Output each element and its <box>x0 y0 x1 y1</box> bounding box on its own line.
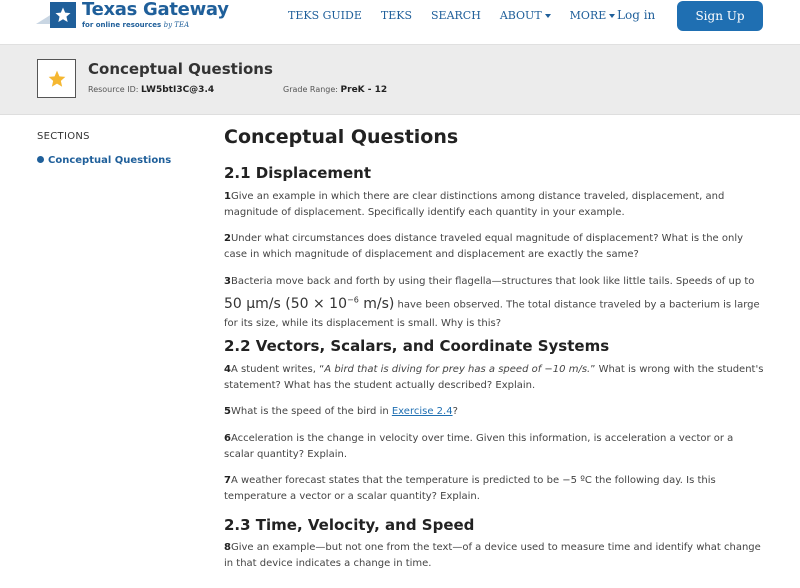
nav-more[interactable] <box>570 9 616 22</box>
section-heading-displacement: 2.1 Displacement <box>224 164 372 182</box>
question-number: 4 <box>224 364 231 375</box>
question-4 <box>224 362 764 394</box>
nav-teks-guide[interactable]: TEKS GUIDE <box>288 9 362 22</box>
formula-part-a: 50 μm/s (50 × 10 <box>224 295 347 312</box>
question-number: 5 <box>224 406 231 417</box>
question-text: A weather forecast states that the temperature is predicted to be −5 ºC the following day. Is this temperature a vector or a scalar quantity? Explain. <box>224 475 716 502</box>
top-navigation-bar <box>0 0 800 44</box>
chevron-down-icon <box>545 14 551 18</box>
question-number: 1 <box>224 191 231 202</box>
logo-title: Texas Gateway <box>82 0 229 20</box>
formula-exponent: −6 <box>347 295 359 304</box>
grade-range <box>283 85 387 95</box>
resource-id-label: Resource ID: <box>88 85 139 94</box>
question-3 <box>224 273 764 333</box>
question-7 <box>224 473 764 505</box>
chevron-down-icon <box>609 14 615 18</box>
question-text-a: A student writes, “ <box>230 364 325 375</box>
sidebar-item-conceptual-questions[interactable] <box>37 155 171 166</box>
resource-header <box>0 44 800 115</box>
formula-part-b: m/s) <box>358 295 395 312</box>
question-number: 7 <box>224 475 231 486</box>
question-5 <box>224 404 764 420</box>
question-text: Under what circumstances does distance traveled equal magnitude of displacement? What is the only case in which magnitude of displacement and displacement are exactly the same? <box>224 233 744 260</box>
resource-title: Conceptual Questions <box>88 60 273 78</box>
nav-about-label: ABOUT <box>499 9 542 22</box>
section-heading-vectors: 2.2 Vectors, Scalars, and Coordinate Systems <box>224 337 610 355</box>
grade-range-value: PreK - 12 <box>340 85 388 95</box>
question-6 <box>224 431 764 463</box>
resource-id-value: LW5btI3C@3.4 <box>141 85 215 95</box>
favorite-star-button[interactable] <box>37 59 76 98</box>
question-2 <box>224 231 764 263</box>
logo-star-icon <box>50 2 76 28</box>
resource-id <box>88 85 214 95</box>
logo-subtitle-tea: by TEA <box>163 21 190 29</box>
logo-subtitle <box>82 21 189 29</box>
nav-teks[interactable]: TEKS <box>380 9 412 22</box>
question-text-b: have been observed. The total distance traveled by a bacterium is large for its size, while its displacement is small. Why is this? <box>224 299 760 329</box>
sign-up-button[interactable]: Sign Up <box>677 1 763 31</box>
question-number: 8 <box>224 542 231 553</box>
question-text: Acceleration is the change in velocity over time. Given this information, is acceleration a vector or a scalar quantity? Explain. <box>224 433 734 460</box>
question-number: 6 <box>224 433 231 444</box>
bullet-icon <box>37 156 44 163</box>
nav-about[interactable] <box>500 9 551 22</box>
question-1 <box>224 189 764 221</box>
section-heading-time-velocity: 2.3 Time, Velocity, and Speed <box>224 516 475 534</box>
question-text-b: ” What is wrong with the student's statement? What has the student actually described? Explain. <box>224 364 764 391</box>
question-text: Give an example—but not one from the text—of a device used to measure time and identify what change in that device indicates a change in time. <box>224 542 761 569</box>
sections-heading: SECTIONS <box>37 131 90 142</box>
star-icon <box>47 69 67 89</box>
main-nav <box>288 9 634 22</box>
question-text-a: What is the speed of the bird in <box>230 406 392 417</box>
question-quote: A bird that is diving for prey has a speed of −10 m/s. <box>324 364 591 375</box>
question-text-a: Bacteria move back and forth by using their flagella—structures that look like little tails. Speeds of up to <box>230 276 755 287</box>
login-link[interactable]: Log in <box>617 8 656 22</box>
nav-more-label: MORE <box>569 9 607 22</box>
grade-range-label: Grade Range: <box>283 85 338 94</box>
question-number: 2 <box>224 233 231 244</box>
exercise-2-4-link[interactable]: Exercise 2.4 <box>391 406 453 417</box>
sidebar-item-label: Conceptual Questions <box>48 155 172 166</box>
texas-gateway-logo[interactable] <box>36 0 236 34</box>
formula-speed <box>224 296 394 312</box>
question-number: 3 <box>224 276 231 287</box>
question-text: Give an example in which there are clear distinctions among distance traveled, displacement, and magnitude of displacement. Specifically identify each quantity in your example. <box>224 191 725 218</box>
nav-search[interactable]: SEARCH <box>431 9 481 22</box>
page-title: Conceptual Questions <box>224 126 459 148</box>
question-8 <box>224 540 764 572</box>
question-text-b: ? <box>452 406 458 417</box>
logo-subtitle-main: for online resources <box>82 21 162 29</box>
